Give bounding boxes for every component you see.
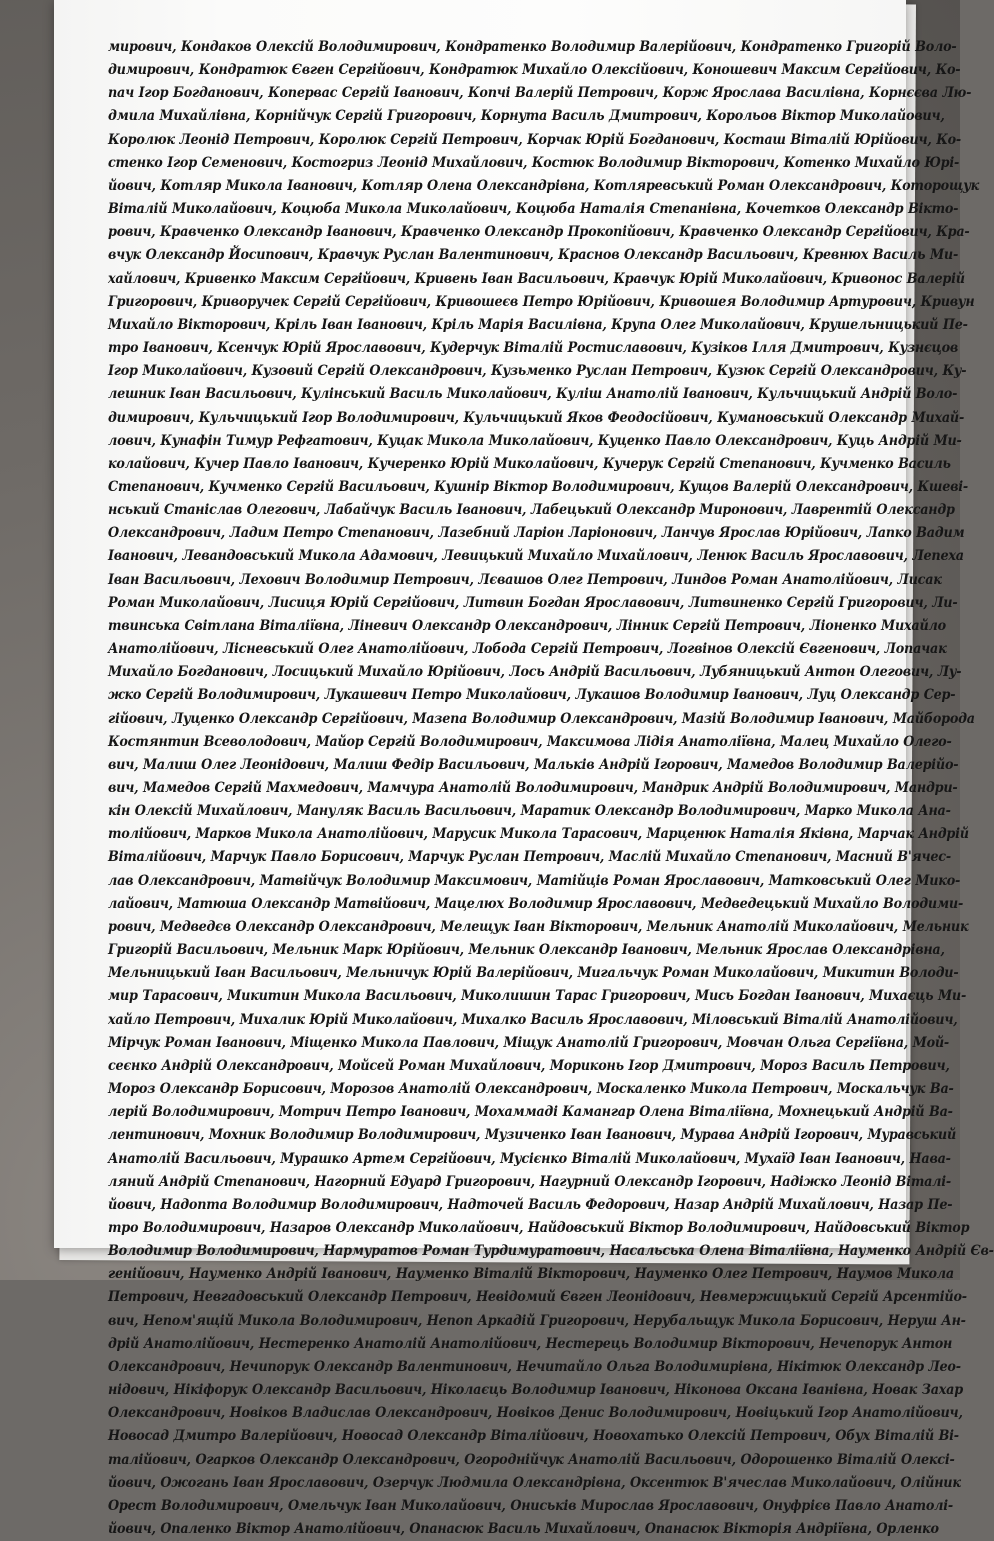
text-line: лешник Іван Васильович, Кулінський Василь Миколайович, Куліш Анатолій Іванович, Кульчицький Андрій Воло- [108,386,958,403]
text-line: тро Володимирович, Назаров Олександр Миколайович, Найдовський Віктор Володимирович, Найдовський Віктор [108,1219,970,1236]
text-line: вич, Мамедов Сергій Махмедович, Мамчура Анатолій Володимирович, Мандрик Андрій Володимирович, Мандри- [108,780,958,796]
text-line: вчук Олександр Йосипович, Кравчук Руслан Валентинович, Краснов Олександр Васильович, Кревнюх Василь Ми- [108,247,959,264]
text-line: Іван Васильович, Лехович Володимир Петрович, Лєвашов Олег Петрович, Линдов Роман Анатолійович, Лисак [108,571,942,588]
text-line: Новосад Дмитро Валерійович, Новосад Олександр Віталійович, Новохатько Олексій Петрович, Обух Віталій Ві- [108,1428,959,1445]
text-line: Ігор Миколайович, Кузовий Сергій Олександрович, Кузьменко Руслан Петрович, Кузюк Сергій Олександрович, Ку- [108,363,967,380]
text-line: Орест Володимирович, Омельчук Іван Миколайович, Ониськів Мирослав Ярославович, Онуфрієв Павло Анатолі- [108,1497,953,1514]
text-line: генійович, Науменко Андрій Іванович, Науменко Віталій Вікторович, Науменко Олег Петрович, Наумов Микола [108,1266,954,1283]
text-line: Анатолійович, Лісневський Олег Анатолійович, Лобода Сергій Петрович, Логвінов Олексій Євгенович, Лопачак [108,641,947,658]
text-line: кін Олексій Михайлович, Мануляк Василь Васильович, Маратик Олександр Володимирович, Марко Микола Ана- [108,803,951,820]
text-line: Мірчук Роман Іванович, Міщенко Микола Павлович, Міщук Анатолій Григорович, Мовчан Ольга Сергіївна, Мой- [108,1034,950,1051]
text-line: Роман Миколайович, Лисиця Юрій Сергійович, Литвин Богдан Ярославович, Литвиненко Сергій Григорович, Ли- [108,594,958,611]
text-line: мирович, Кондаков Олексій Володимирович, Кондратенко Володимир Валерійович, Кондратенко Григорій Воло- [108,39,957,55]
name-list-paragraph [108,36,994,1541]
text-line: Григорій Васильович, Мельник Марк Юрійович, Мельник Олександр Іванович, Мельник Ярослав Олександрівна, [108,942,945,959]
text-line: лав Олександрович, Матвійчук Володимир Максимович, Матійців Роман Ярославович, Матковський Олег Мико- [108,872,961,889]
text-line: жко Сергій Володимирович, Лукашевич Петро Миколайович, Лукашов Володимир Іванович, Луц Олександр Сер- [108,687,956,704]
text-line: Олександрович, Новіков Владислав Олександрович, Новіков Денис Володимирович, Новіцький Ігор Анатолійович, [108,1405,963,1422]
text-line: мир Тарасович, Микитин Микола Васильович, Миколишин Тарас Григорович, Мись Богдан Іванович, Михаєць Ми- [108,988,967,1005]
text-line: йович, Котляр Микола Іванович, Котляр Олена Олександрівна, Котляревський Роман Олександрович, Которощук [108,177,980,194]
text-line: Іванович, Левандовський Микола Адамович, Левицький Михайло Михайлович, Ленюк Василь Ярославович, Лепеха [108,548,964,565]
text-line: Віталій Миколайович, Коцюба Микола Миколайович, Коцюба Наталія Степанівна, Кочетков Олександр Вікто- [108,201,959,218]
text-line: Королюк Леонід Петрович, Королюк Сергій Петрович, Корчак Юрій Богданович, Косташ Віталій Юрійович, Ко- [108,131,962,148]
text-line: Степанович, Кучменко Сергій Васильович, Кушнір Віктор Володимирович, Кущов Валерій Олександрович, Кшеві- [108,478,968,495]
text-line: лович, Кунафін Тимур Рефгатович, Куцак Микола Миколайович, Куценко Павло Олександрович, Куць Андрій Ми- [108,432,962,449]
document-page [54,0,994,1537]
text-line: йович, Опаленко Віктор Анатолійович, Опанасюк Василь Михайлович, Опанасюк Вікторія Андріївна, Орленко [108,1521,939,1537]
text-line: рович, Медведєв Олександр Олександрович, Мелещук Іван Вікторович, Мельник Анатолій Миколайович, Мельник [108,918,969,935]
text-line: толійович, Марков Микола Анатолійович, Марусик Микола Тарасович, Марценюк Наталія Яківна, Марчак Андрій [108,826,969,843]
text-line: Олександрович, Ладим Петро Степанович, Лазебний Ларіон Ларіонович, Ланчув Ярослав Юрійович, Лапко Вадим [108,525,965,542]
text-line: гійович, Луценко Олександр Сергійович, Мазепа Володимир Олександрович, Мазій Володимир Іванович, Майборода [108,710,975,727]
text-line: тро Іванович, Ксенчук Юрій Ярославович, Кудерчук Віталій Ростиславович, Кузіков Ілля Дмитрович, Кузнєцов [108,340,959,357]
text-line: дмила Михайлівна, Корнійчук Сергій Григорович, Корнута Василь Дмитрович, Корольов Віктор Миколайович, [108,108,945,125]
text-line: нський Станіслав Олегович, Лабайчук Василь Іванович, Лабецький Олександр Миронович, Лаврентій Олександр [108,502,955,519]
text-line: Мельницький Іван Васильович, Мельничук Юрій Валерійович, Мигальчук Роман Миколайович, Микитин Володи- [108,965,959,982]
text-line: Віталійович, Марчук Павло Борисович, Марчук Руслан Петрович, Маслій Михайло Степанович, Масний В'ячес- [108,849,951,866]
text-line: Олександрович, Нечипорук Олександр Валентинович, Нечитайло Ольга Володимирівна, Нікітюк Олександр Лео- [108,1358,961,1375]
text-line: Петрович, Невгадовський Олександр Петрович, Невідомий Євген Леонідович, Невмержицький Сергій Арсентійо- [108,1289,967,1306]
text-line: Володимир Володимирович, Нармуратов Роман Турдимуратович, Насальська Олена Віталіївна, Науменко Андрій Єв- [108,1243,994,1260]
text-line: йович, Ожогань Іван Ярославович, Озерчук Людмила Олександрівна, Оксентюк В'ячеслав Миколайович, Олійник [108,1474,961,1491]
text-line: димирович, Кондратюк Євген Сергійович, Кондратюк Михайло Олексійович, Коношевич Максим Сергійович, Ко- [108,62,961,79]
text-line: Григорович, Криворучек Сергій Сергійович, Кривошеєв Петро Юрійович, Кривошея Володимир Артурович, Кривун [108,293,975,310]
text-line: лентинович, Мохник Володимир Володимирович, Музиченко Іван Іванович, Мурава Андрій Ігорович, Муравський [108,1127,957,1144]
text-line: хайло Петрович, Михалик Юрій Миколайович, Михалко Василь Ярославович, Міловський Віталій Анатолійович, [108,1011,958,1028]
text-line: ляний Андрій Степанович, Нагорний Едуард Григорович, Нагурний Олександр Ігорович, Надіжко Леонід Віталі- [108,1173,952,1190]
text-line: лайович, Матюша Олександр Матвійович, Мацелюх Володимир Ярославович, Медведецький Михайло Володими- [108,895,964,912]
text-line: Михайло Вікторович, Кріль Іван Іванович, Кріль Марія Василівна, Крупа Олег Миколайович, Крушельницький Пе- [108,316,968,333]
text-line: твинська Світлана Віталіївна, Ліневич Олександр Олександрович, Лінник Сергій Петрович, Ліоненко Михайло [108,617,946,634]
text-line: пач Ігор Богданович, Копервас Сергій Іванович, Копчі Валерій Петрович, Корж Ярослава Василівна, Корнєєва Лю- [108,85,972,102]
text-line: димирович, Кульчицький Ігор Володимирович, Кульчицький Яков Феодосійович, Кумановський Олександр Михай- [108,409,965,426]
text-line: талійович, Огарков Олександр Олександрович, Огороднійчук Анатолій Васильович, Одорошенко Віталій Олексі- [108,1451,955,1468]
text-line: вич, Непом'ящій Микола Володимирович, Непоп Аркадій Григорович, Нерубальщук Микола Борисович, Неруш Ан- [108,1312,966,1329]
text-line: колайович, Кучер Павло Іванович, Кучеренко Юрій Миколайович, Кучерук Сергій Степанович, Кучменко Василь [108,455,951,472]
text-line: Анатолій Васильович, Мурашко Артем Сергійович, Мусієнко Віталій Миколайович, Мухаїд Іван Іванович, Нава- [108,1150,951,1167]
text-line: лерій Володимирович, Мотрич Петро Іванович, Мохаммаді Камангар Олена Віталіївна, Мохнецький Андрій Ва- [108,1104,953,1121]
text-line: хайлович, Кривенко Максим Сергійович, Кривень Іван Васильович, Кравчук Юрій Миколайович, Кривонос Валерій [108,270,965,287]
text-line: Михайло Богданович, Лосицький Михайло Юрійович, Лось Андрій Васильович, Лубяницький Антон Олегович, Лу- [108,664,962,681]
text-line: дрій Анатолійович, Нестеренко Анатолій Анатолійович, Нестерець Володимир Вікторович, Нечепорук Антон [108,1335,953,1352]
text-line: сеєнко Андрій Олександрович, Мойсей Роман Михайлович, Мориконь Ігор Дмитрович, Мороз Василь Петрович, [108,1057,950,1074]
text-line: Мороз Олександр Борисович, Морозов Анатолій Олександрович, Москаленко Микола Петрович, Москальчук Ва- [108,1081,954,1098]
text-line: Костянтин Всеволодович, Майор Сергій Володимирович, Максимова Лідія Анатоліївна, Малец Михайло Олего- [108,733,952,750]
text-line: вич, Малиш Олег Леонідович, Малиш Федір Васильович, Мальків Андрій Ігорович, Мамедов Володимир Валерійо- [108,756,959,773]
text-line: йович, Надопта Володимир Володимирович, Надточей Василь Федорович, Назар Андрій Михайлович, Назар Пе- [108,1196,953,1213]
text-line: рович, Кравченко Олександр Іванович, Кравченко Олександр Прокопійович, Кравченко Олександр Сергійович, Кра- [108,224,970,241]
text-line: стенко Ігор Семенович, Костогриз Леонід Михайлович, Костюк Володимир Вікторович, Котенко Михайло Юрі- [108,154,960,171]
text-line: нідович, Нікіфорук Олександр Васильович, Ніколаєць Володимир Іванович, Ніконова Оксана Іванівна, Новак Захар [108,1382,963,1399]
